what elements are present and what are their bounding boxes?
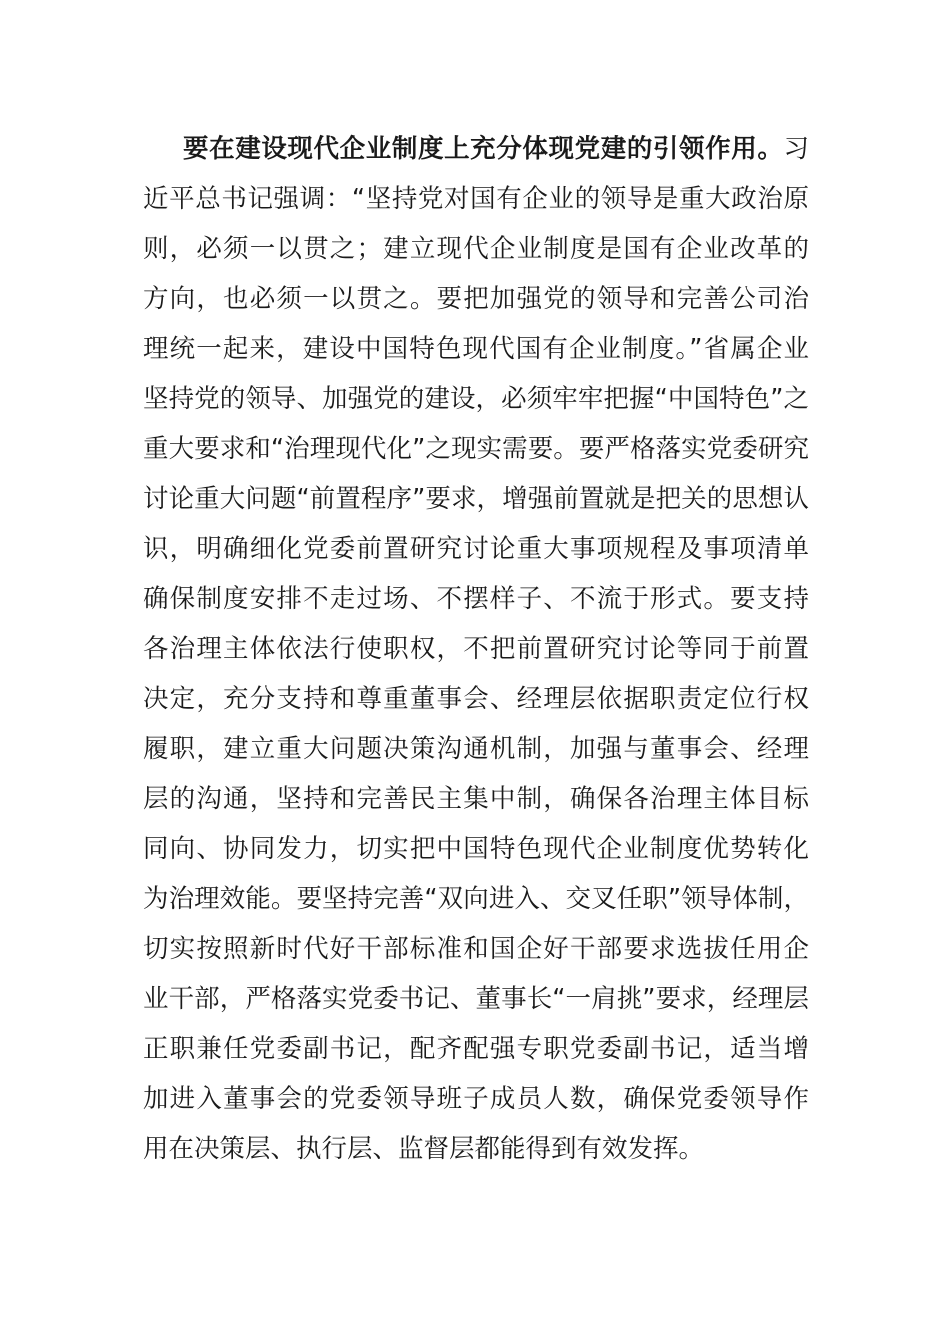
paragraph-line-4: 方向，也必须一以贯之。要把加强党的领导和完善公司治 xyxy=(143,284,809,314)
paragraph-line-12: 决定，充分支持和尊重董事会、经理层依据职责定位行权 xyxy=(143,684,809,714)
paragraph-line-16: 为治理效能。要坚持完善“双向进入、交叉任职”领导体制， xyxy=(143,884,809,914)
paragraph-line-18: 业干部，严格落实党委书记、董事长“一肩挑”要求，经理层 xyxy=(143,984,809,1014)
paragraph-line-9: 识，明确细化党委前置研究讨论重大事项规程及事项清单 xyxy=(143,534,809,564)
paragraph-line-2: 近平总书记强调：“坚持党对国有企业的领导是重大政治原 xyxy=(143,184,809,214)
paragraph-heading: 要在建设现代企业制度上充分体现党建的引领作用。 xyxy=(183,134,784,164)
paragraph-line-17: 切实按照新时代好干部标准和国企好干部要求选拔任用企 xyxy=(143,934,809,964)
paragraph-line-10: 确保制度安排不走过场、不摆样子、不流于形式。要支持 xyxy=(143,584,809,614)
paragraph-line-5: 理统一起来，建设中国特色现代国有企业制度。”省属企业 xyxy=(143,334,809,364)
paragraph-line-1-text: 习 xyxy=(783,134,809,164)
paragraph-line-20: 加进入董事会的党委领导班子成员人数，确保党委领导作 xyxy=(143,1084,809,1114)
paragraph-line-8: 讨论重大问题“前置程序”要求，增强前置就是把关的思想认 xyxy=(143,484,809,514)
paragraph-line-1 xyxy=(143,124,809,174)
paragraph-line-3: 则，必须一以贯之；建立现代企业制度是国有企业改革的 xyxy=(143,234,809,264)
paragraph-line-13: 履职，建立重大问题决策沟通机制，加强与董事会、经理 xyxy=(143,734,809,764)
paragraph-line-21: 用在决策层、执行层、监督层都能得到有效发挥。 xyxy=(143,1134,705,1164)
paragraph-line-19: 正职兼任党委副书记，配齐配强专职党委副书记，适当增 xyxy=(143,1034,809,1064)
paragraph-line-14: 层的沟通，坚持和完善民主集中制，确保各治理主体目标 xyxy=(143,784,809,814)
paragraph-line-15: 同向、协同发力，切实把中国特色现代企业制度优势转化 xyxy=(143,834,809,864)
paragraph-line-11: 各治理主体依法行使职权，不把前置研究讨论等同于前置 xyxy=(143,634,809,664)
paragraph-line-7: 重大要求和“治理现代化”之现实需要。要严格落实党委研究 xyxy=(143,434,809,464)
paragraph xyxy=(143,124,809,1174)
paragraph-line-6: 坚持党的领导、加强党的建设，必须牢牢把握“中国特色”之 xyxy=(143,384,809,414)
